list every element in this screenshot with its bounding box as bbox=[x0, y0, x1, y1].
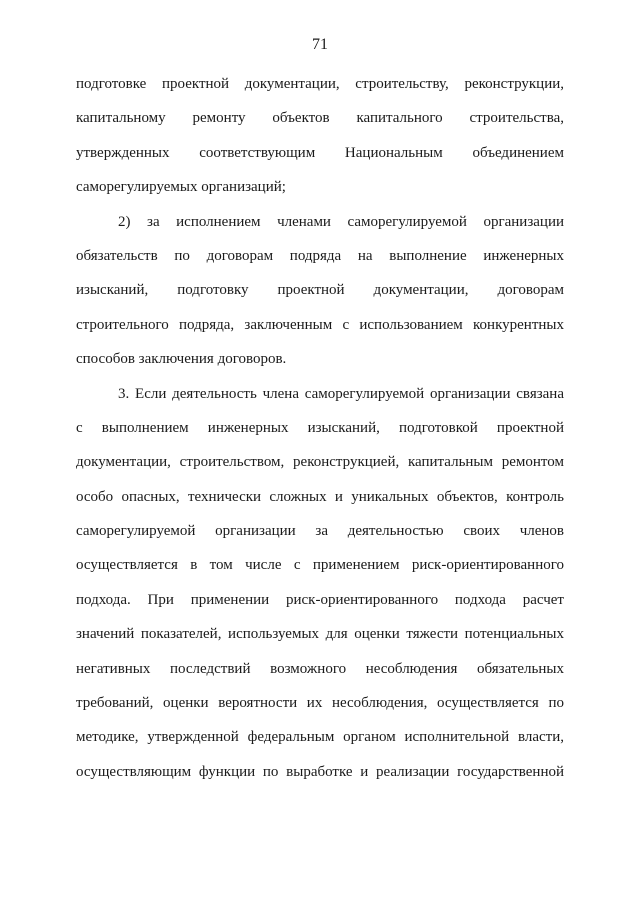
text-line: 3. Если деятельность члена саморегулируемой организации связана bbox=[118, 385, 564, 402]
text-line: особо опасных, технически сложных и уникальных объектов, контроль bbox=[76, 488, 564, 505]
text-line: подготовке проектной документации, строительству, реконструкции, bbox=[76, 76, 564, 92]
text-line: подхода. При применении риск-ориентированного подхода расчет bbox=[76, 591, 564, 608]
text-line: значений показателей, используемых для оценки тяжести потенциальных bbox=[76, 626, 564, 643]
text-line: требований, оценки вероятности их несоблюдения, осуществляется по bbox=[76, 695, 564, 712]
text-line: саморегулируемой организации за деятельностью своих членов bbox=[76, 523, 564, 540]
text-line: саморегулируемых организаций; bbox=[76, 179, 286, 196]
text-line: осуществляется в том числе с применением риск-ориентированного bbox=[76, 557, 564, 574]
text-line: изысканий, подготовку проектной документации, договорам bbox=[76, 282, 564, 299]
text-line: негативных последствий возможного несоблюдения обязательных bbox=[76, 660, 564, 677]
text-line: строительного подряда, заключенным с использованием конкурентных bbox=[76, 316, 564, 333]
text-line: капитальному ремонту объектов капитального строительства, bbox=[76, 110, 564, 127]
text-line: 2) за исполнением членами саморегулируемой организации bbox=[118, 213, 564, 230]
text-line: утвержденных соответствующим Национальным объединением bbox=[76, 144, 564, 161]
body-text bbox=[76, 67, 564, 789]
page-number: 71 bbox=[312, 36, 328, 53]
text-line: методике, утвержденной федеральным органом исполнительной власти, bbox=[76, 729, 564, 746]
text-line: с выполнением инженерных изысканий, подготовкой проектной bbox=[76, 419, 564, 436]
text-line: документации, строительством, реконструкцией, капитальным ремонтом bbox=[76, 454, 564, 471]
text-line: обязательств по договорам подряда на выполнение инженерных bbox=[76, 247, 564, 264]
text-line: способов заключения договоров. bbox=[76, 351, 287, 368]
text-line: осуществляющим функции по выработке и реализации государственной bbox=[76, 763, 564, 780]
